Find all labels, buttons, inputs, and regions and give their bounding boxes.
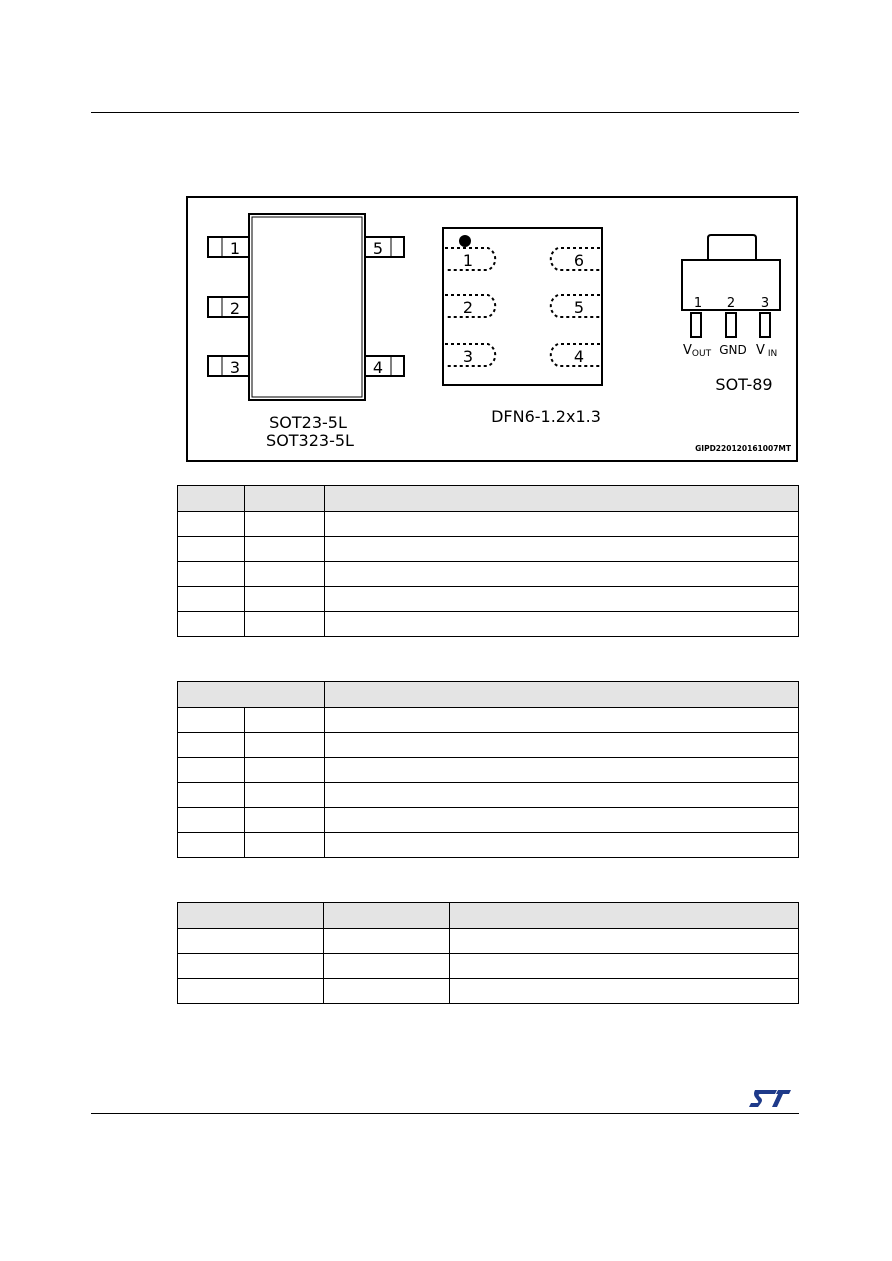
table-cell xyxy=(178,979,324,1004)
table-cell xyxy=(178,758,245,783)
footer-rule xyxy=(91,1113,799,1114)
pin-table-2 xyxy=(177,681,799,858)
table-cell xyxy=(178,587,245,612)
table-row xyxy=(178,758,799,783)
table-header-cell xyxy=(178,903,324,929)
table-cell xyxy=(178,708,245,733)
table-cell xyxy=(324,954,450,979)
table-cell xyxy=(325,512,799,537)
table-cell xyxy=(245,808,325,833)
table-cell xyxy=(245,758,325,783)
pin-table-3 xyxy=(177,902,799,1004)
table-cell xyxy=(245,562,325,587)
table-cell xyxy=(450,954,799,979)
table-header-cell xyxy=(325,682,799,708)
table-cell xyxy=(324,929,450,954)
table-row xyxy=(178,954,799,979)
sot23-package xyxy=(208,214,404,450)
dfn-label: DFN6-1.2x1.3 xyxy=(491,407,601,426)
header-rule xyxy=(91,112,799,113)
dfn-pin-5: 5 xyxy=(573,298,585,317)
sot323-label: SOT323-5L xyxy=(266,431,354,450)
table-cell xyxy=(245,708,325,733)
table-cell xyxy=(325,808,799,833)
package-drawings xyxy=(188,198,796,460)
table-cell xyxy=(245,612,325,637)
table-header-cell xyxy=(324,903,450,929)
table-cell xyxy=(245,512,325,537)
figure-code: GIPD220120161007MT xyxy=(695,444,791,453)
sot89-label: SOT-89 xyxy=(715,375,773,394)
table-cell xyxy=(178,537,245,562)
table-row xyxy=(178,929,799,954)
sot23-label: SOT23-5L xyxy=(269,413,347,432)
table-cell xyxy=(450,979,799,1004)
table-row xyxy=(178,512,799,537)
pin-connection-figure xyxy=(186,196,798,462)
table-row xyxy=(178,612,799,637)
table-cell xyxy=(324,979,450,1004)
table-cell xyxy=(325,587,799,612)
sot89-pin-1: 1 xyxy=(693,296,703,311)
table-row xyxy=(178,808,799,833)
dfn-pin-6: 6 xyxy=(573,251,585,270)
dfn-pin-1: 1 xyxy=(462,251,474,270)
table-cell xyxy=(245,783,325,808)
table-cell xyxy=(245,537,325,562)
table-cell xyxy=(325,708,799,733)
table-cell xyxy=(178,562,245,587)
table-cell xyxy=(325,833,799,858)
table-header-cell xyxy=(245,486,325,512)
table-cell xyxy=(325,612,799,637)
sot89-pin-2: 2 xyxy=(726,296,736,311)
table-header-cell xyxy=(178,486,245,512)
table-cell xyxy=(178,612,245,637)
sot23-pin-3: 3 xyxy=(229,358,241,377)
table-header-cell xyxy=(450,903,799,929)
sot89-pin-3: 3 xyxy=(760,296,770,311)
pin-table-1 xyxy=(177,485,799,637)
table-cell xyxy=(245,833,325,858)
sot23-pin-2: 2 xyxy=(229,299,241,318)
sot23-pin-5: 5 xyxy=(372,239,384,258)
table-cell xyxy=(325,562,799,587)
table-row xyxy=(178,708,799,733)
table-cell xyxy=(245,587,325,612)
table-header-row xyxy=(178,486,799,512)
table-cell xyxy=(178,929,324,954)
table-row xyxy=(178,783,799,808)
table-cell xyxy=(245,733,325,758)
dfn-pin-4: 4 xyxy=(573,347,585,366)
table-row xyxy=(178,733,799,758)
sot89-vin-label: V IN xyxy=(756,343,778,359)
table-row xyxy=(178,979,799,1004)
table-row xyxy=(178,537,799,562)
table-cell xyxy=(325,537,799,562)
table-row xyxy=(178,587,799,612)
sot23-pin-4: 4 xyxy=(372,358,384,377)
table-cell xyxy=(178,733,245,758)
table-header-cell xyxy=(325,486,799,512)
table-cell xyxy=(325,758,799,783)
sot23-pin-1: 1 xyxy=(229,239,241,258)
table-row xyxy=(178,562,799,587)
table-cell xyxy=(178,808,245,833)
st-logo-icon xyxy=(747,1086,791,1110)
table-header-row xyxy=(178,903,799,929)
sot89-vout-label: VOUT xyxy=(683,343,712,359)
sot89-gnd-label: GND xyxy=(719,343,747,357)
table-cell xyxy=(178,783,245,808)
table-cell xyxy=(178,954,324,979)
table-cell xyxy=(178,512,245,537)
table-cell xyxy=(178,833,245,858)
table-header-cell xyxy=(178,682,325,708)
dfn-pin-2: 2 xyxy=(462,298,474,317)
dfn6-package xyxy=(443,228,602,426)
table-row xyxy=(178,833,799,858)
dfn-pin-3: 3 xyxy=(462,347,474,366)
table-cell xyxy=(450,929,799,954)
sot89-package xyxy=(682,235,780,394)
table-cell xyxy=(325,783,799,808)
table-header-row xyxy=(178,682,799,708)
table-cell xyxy=(325,733,799,758)
